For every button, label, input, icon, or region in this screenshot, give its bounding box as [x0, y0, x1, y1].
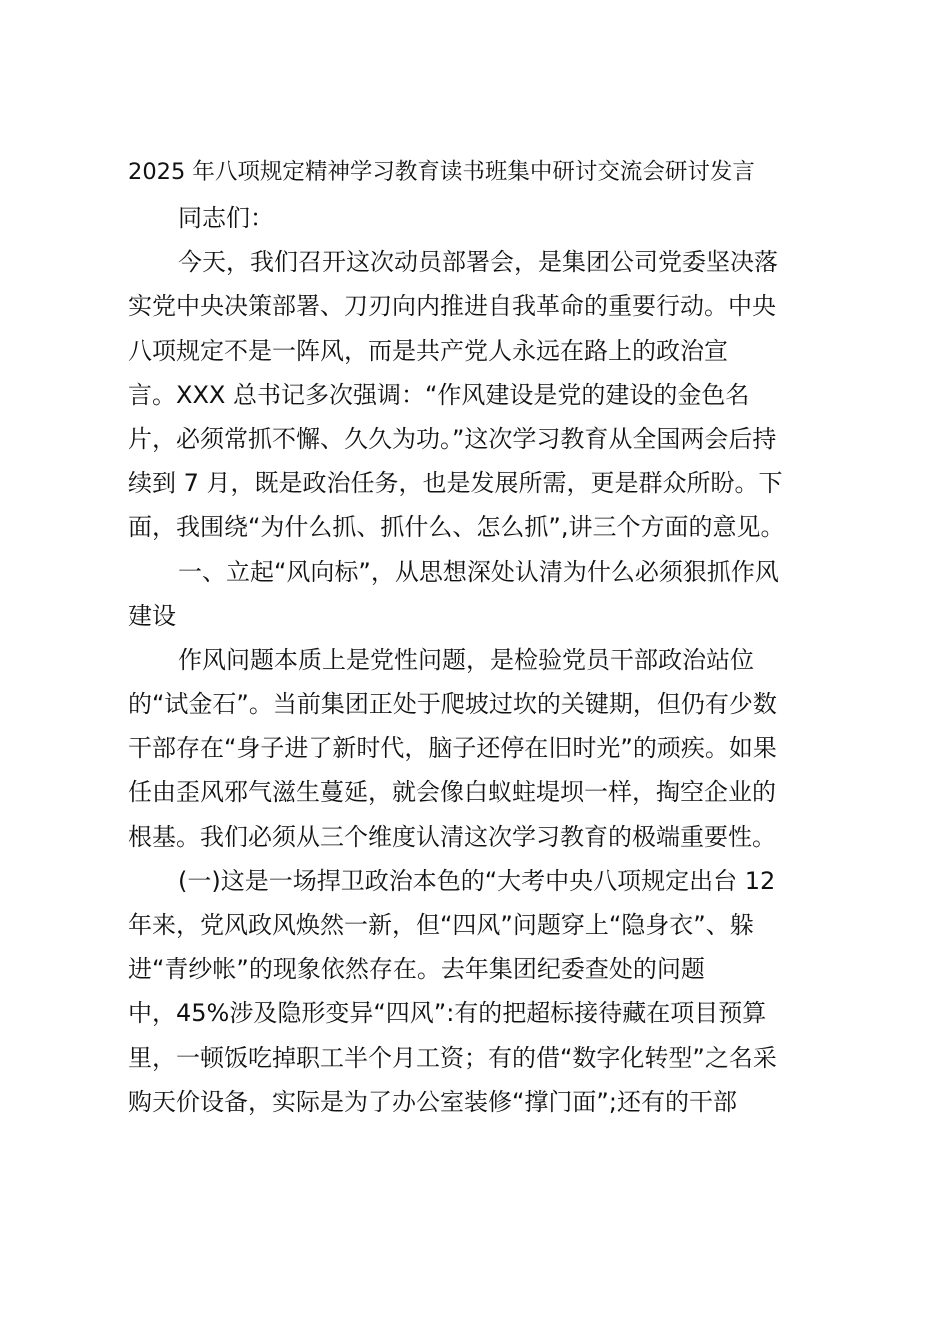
text-line: 的“试金石”。当前集团正处于爬坡过坎的关键期，但仍有少数 [128, 690, 777, 719]
text-line: 根基。我们必须从三个维度认清这次学习教育的极端重要性。 [128, 822, 776, 851]
text-line: 今天，我们召开这次动员部署会，是集团公司党委坚决落 [178, 248, 778, 277]
text-line: 里，一顿饭吃掉职工半个月工资；有的借“数字化转型”之名采 [128, 1043, 777, 1072]
text-line: 干部存在“身子进了新时代，脑子还停在旧时光”的顽疾。如果 [128, 734, 777, 763]
text-line: 面，我围绕“为什么抓、抓什么、怎么抓”,讲三个方面的意见。 [128, 513, 785, 542]
text-line: 续到 7 月，既是政治任务，也是发展所需，更是群众所盼。下 [128, 469, 783, 498]
text-line: 中，45%涉及隐形变异“四风”:有的把超标接待藏在项目预算 [128, 999, 767, 1028]
text-line: 同志们： [178, 204, 274, 232]
text-line: 进“青纱帐”的现象依然存在。去年集团纪委查处的问题 [128, 955, 705, 984]
text-line: 任由歪风邪气滋生蔓延，就会像白蚁蛀堤坝一样，掏空企业的 [128, 778, 776, 807]
document-body [128, 196, 828, 1124]
text-line: 八项规定不是一阵风，而是共产党人永远在路上的政治宣 [128, 336, 728, 365]
section-heading: 一、立起“风向标”，从思想深处认清为什么必须狠抓作风 [178, 557, 779, 586]
section-heading-continued: 建设 [128, 601, 176, 630]
text-line: 实党中央决策部署、刀刃向内推进自我革命的重要行动。中央 [128, 292, 776, 321]
text-line: 言。XXX 总书记多次强调：“作风建设是党的建设的金色名 [128, 380, 750, 409]
document-title: 2025 年八项规定精神学习教育读书班集中研讨交流会研讨发言 [128, 159, 755, 185]
text-line: 片，必须常抓不懈、久久为功。”这次学习教育从全国两会后持 [128, 424, 777, 453]
text-line: 购天价设备，实际是为了办公室装修“撑门面”;还有的干部 [128, 1087, 737, 1116]
subsection-line: (一)这是一场捍卫政治本色的“大考中央八项规定出台 12 [178, 866, 776, 895]
text-line: 年来，党风政风焕然一新，但“四风”问题穿上“隐身衣”、躲 [128, 911, 754, 939]
text-line: 作风问题本质上是党性问题，是检验党员干部政治站位 [178, 645, 754, 674]
